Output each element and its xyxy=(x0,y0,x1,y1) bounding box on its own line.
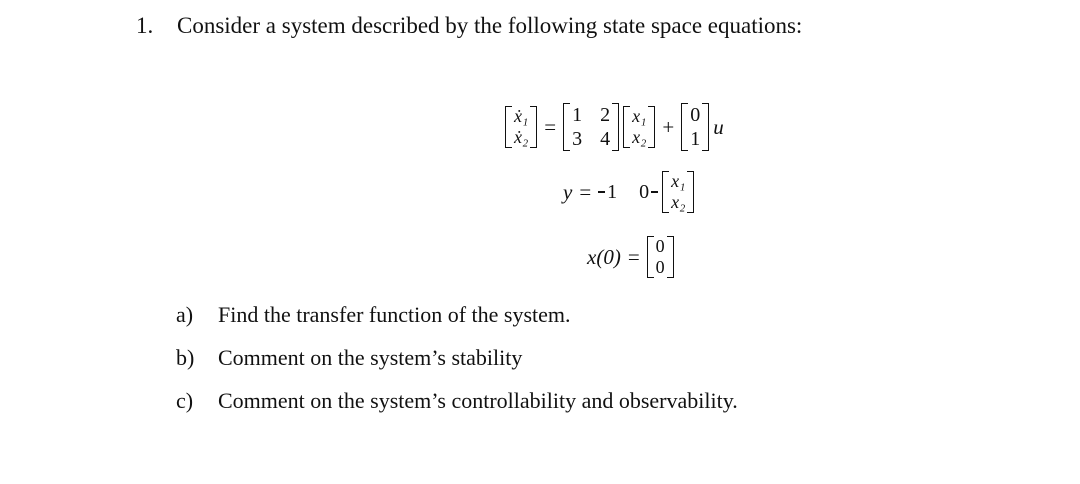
part-text: Comment on the system’s stability xyxy=(218,345,523,370)
question-header xyxy=(136,11,802,41)
part-c xyxy=(176,379,738,422)
state-vector xyxy=(623,106,655,148)
a-matrix-cell: 2 xyxy=(600,104,611,126)
x1: x₁ xyxy=(632,106,647,126)
output-symbol: y xyxy=(563,179,573,204)
b-matrix-cell: 0 xyxy=(690,104,701,126)
initial-vector xyxy=(647,236,674,278)
part-text: Find the transfer function of the system. xyxy=(218,302,571,327)
part-a xyxy=(176,293,738,336)
a-matrix-cell: 3 xyxy=(572,128,583,150)
initial-vector-cell: 0 xyxy=(655,236,665,256)
equals-sign: = xyxy=(579,179,592,204)
equals-sign: = xyxy=(627,244,640,269)
a-matrix xyxy=(563,103,619,151)
a-matrix-cell: 1 xyxy=(572,104,583,126)
part-label: b) xyxy=(176,345,195,370)
input-symbol: u xyxy=(713,114,724,139)
b-matrix-cell: 1 xyxy=(690,128,701,150)
state-derivative-vector xyxy=(505,106,537,148)
b-matrix xyxy=(681,103,709,151)
plus-sign: + xyxy=(662,114,675,139)
x2: x₂ xyxy=(632,127,647,147)
part-label: a) xyxy=(176,302,194,327)
initial-lhs: x(0) xyxy=(587,244,621,269)
x1-dot: ẋ₁ xyxy=(514,106,529,126)
part-label: c) xyxy=(176,388,194,413)
question-text: Consider a system described by the following state space equations: xyxy=(177,13,803,38)
a-matrix-cell: 4 xyxy=(600,128,611,150)
state-equation xyxy=(505,100,724,154)
part-text: Comment on the system’s controllability and observability. xyxy=(218,388,738,413)
initial-vector-cell: 0 xyxy=(655,257,665,277)
x1: x₁ xyxy=(671,171,686,191)
c-matrix-cell: 1 xyxy=(607,181,618,203)
part-b xyxy=(176,336,738,379)
equals-sign: = xyxy=(544,114,557,139)
initial-condition xyxy=(587,234,674,280)
output-equation xyxy=(563,165,694,219)
x2: x₂ xyxy=(671,192,686,212)
question-parts xyxy=(176,293,738,422)
c-matrix-cell: 0 xyxy=(639,181,650,203)
state-vector xyxy=(662,171,694,213)
c-matrix xyxy=(598,180,658,204)
x2-dot: ẋ₂ xyxy=(514,127,529,147)
question-number: 1. xyxy=(136,13,154,38)
